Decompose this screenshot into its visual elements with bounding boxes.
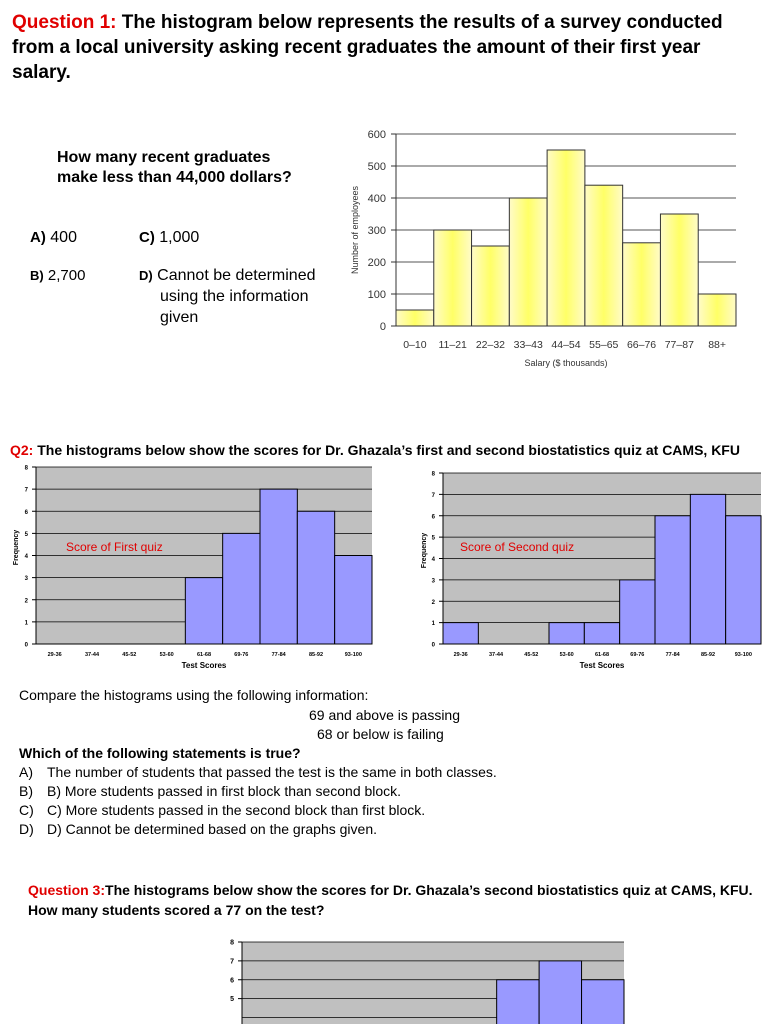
first-quiz-histogram [0, 462, 385, 684]
statement-b-text: B) More students passed in first block than second block. [47, 783, 402, 799]
x-axis-label: Test Scores [181, 661, 227, 670]
x-tick-label: 11–21 [438, 339, 467, 351]
x-tick-label: 22–32 [475, 339, 506, 351]
question-2-text: The histograms below show the scores for Dr. Ghazala’s first and second biostatistics quiz at CAMS, KFU [33, 442, 740, 458]
x-tick-label: 29-36 [47, 652, 62, 658]
x-tick-label: 85-92 [700, 652, 716, 658]
option-d-text-2: using the information [160, 288, 309, 305]
x-tick-label: 44–54 [551, 339, 581, 351]
passing-rule: 69 and above is passing [309, 707, 460, 723]
x-tick-label: 53-60 [159, 652, 174, 658]
score-bar [443, 623, 478, 644]
x-axis-label: Test Scores [579, 661, 625, 670]
x-tick-label: 93-100 [344, 652, 362, 658]
y-tick-label: 7 [431, 492, 435, 499]
question-2-prompt: Which of the following statements is true? [19, 745, 301, 761]
salary-bar [698, 294, 736, 326]
y-axis-label: Frequency [13, 529, 20, 566]
option-a[interactable] [30, 227, 77, 248]
option-a-letter: A) [30, 229, 46, 246]
score-bar [690, 494, 725, 644]
score-bar [620, 580, 655, 644]
y-tick-label: 4 [431, 557, 435, 563]
y-tick-label: 400 [367, 193, 386, 205]
x-tick-label: 53-60 [559, 652, 574, 658]
score-bar [260, 489, 297, 644]
statement-c-text: C) More students passed in the second block than first block. [47, 802, 426, 818]
x-tick-label: 69-76 [630, 652, 645, 658]
chart-title: Score of First quiz [66, 540, 163, 554]
y-tick-label: 0 [431, 642, 435, 649]
y-tick-label: 100 [367, 289, 386, 301]
y-tick-label: 6 [230, 977, 234, 985]
x-axis-label: Salary ($ thousands) [524, 358, 608, 368]
salary-bar [472, 246, 510, 326]
option-d-text-1: Cannot be determined [152, 267, 316, 284]
y-tick-label: 3 [431, 578, 435, 585]
salary-histogram [340, 120, 760, 380]
question-1-text: The histogram below represents the results of a survey conducted from a local university asking recent graduates the amount of their first year salary. [12, 12, 723, 83]
x-tick-label: 55–65 [589, 339, 619, 351]
statement-list [19, 763, 497, 839]
y-tick-label: 300 [367, 225, 386, 237]
failing-rule: 68 or below is failing [317, 726, 444, 742]
salary-bar [585, 185, 623, 326]
statement-c[interactable] [19, 801, 497, 820]
score-bar [726, 516, 761, 644]
y-axis-label: Frequency [421, 532, 428, 569]
y-tick-label: 600 [367, 129, 386, 141]
score-bar [185, 578, 222, 644]
statement-a-letter: A) [19, 764, 33, 780]
salary-bar [660, 214, 698, 326]
option-c-letter: C) [139, 229, 155, 246]
prompt-line-2: make less than 44,000 dollars? [57, 169, 292, 186]
question-1-prompt [57, 148, 337, 188]
question-1-heading [12, 10, 760, 85]
score-bar [497, 980, 539, 1024]
x-tick-label: 0–10 [403, 339, 427, 351]
x-tick-label: 37-44 [488, 652, 504, 658]
x-tick-label: 45-52 [122, 652, 137, 658]
score-bar [539, 961, 581, 1024]
x-tick-label: 93-100 [734, 652, 752, 658]
statement-b[interactable] [19, 782, 497, 801]
x-tick-label: 77-84 [271, 652, 286, 658]
option-b[interactable] [30, 265, 85, 286]
chart-title: Score of Second quiz [460, 540, 575, 554]
y-tick-label: 6 [431, 514, 435, 521]
y-tick-label: 5 [230, 996, 234, 1004]
y-tick-label: 8 [24, 465, 28, 472]
x-tick-label: 85-92 [308, 652, 324, 658]
question-2-label: Q2: [10, 442, 34, 458]
y-tick-label: 1 [24, 620, 28, 627]
x-tick-label: 29-36 [453, 652, 468, 658]
y-tick-label: 6 [24, 509, 28, 516]
y-tick-label: 2 [431, 599, 435, 606]
option-c-text: 1,000 [154, 229, 200, 246]
y-tick-label: 8 [431, 471, 435, 478]
statement-a[interactable] [19, 763, 497, 782]
statement-d[interactable] [19, 820, 497, 839]
x-tick-label: 37-44 [84, 652, 100, 658]
x-tick-label: 88+ [708, 339, 727, 351]
score-bar [335, 556, 372, 645]
y-tick-label: 0 [379, 321, 386, 333]
question-3-heading [28, 880, 758, 920]
salary-bar [434, 230, 472, 326]
y-tick-label: 8 [230, 939, 234, 947]
y-axis-label: Number of employees [350, 185, 360, 275]
salary-bar [396, 310, 434, 326]
score-bar [549, 623, 584, 644]
option-a-text: 400 [45, 229, 77, 246]
x-tick-label: 69-76 [234, 652, 249, 658]
option-b-text: 2,700 [43, 267, 86, 284]
prompt-line-1: How many recent graduates [57, 149, 271, 166]
score-bar [584, 623, 619, 644]
x-tick-label: 61-68 [196, 652, 212, 658]
y-tick-label: 200 [367, 257, 386, 269]
statement-a-text: The number of students that passed the test is the same in both classes. [47, 764, 497, 780]
y-tick-label: 5 [24, 531, 28, 538]
y-tick-label: 2 [24, 598, 28, 605]
x-tick-label: 33–43 [513, 339, 543, 351]
score-bar [582, 980, 624, 1024]
score-bar [655, 516, 690, 644]
question-2-heading [10, 442, 740, 458]
statement-c-letter: C) [19, 802, 34, 818]
statement-b-letter: B) [19, 783, 33, 799]
question-1-label: Question 1: [12, 12, 117, 33]
option-d-letter: D) [139, 268, 153, 283]
option-d-text-3: given [160, 309, 199, 326]
salary-bar [509, 198, 547, 326]
y-tick-label: 500 [367, 161, 386, 173]
y-tick-label: 7 [24, 487, 28, 494]
y-tick-label: 4 [24, 554, 28, 560]
option-d[interactable] [139, 265, 316, 328]
y-tick-label: 1 [431, 621, 435, 628]
second-quiz-histogram [412, 468, 768, 684]
x-tick-label: 66–76 [626, 339, 657, 351]
y-tick-label: 7 [230, 958, 234, 966]
x-tick-label: 77-84 [665, 652, 680, 658]
x-tick-label: 45-52 [524, 652, 539, 658]
y-tick-label: 5 [431, 535, 435, 542]
statement-d-text: D) Cannot be determined based on the graphs given. [47, 821, 377, 837]
statement-d-letter: D) [19, 821, 34, 837]
question-3-label: Question 3: [28, 882, 106, 898]
third-quiz-histogram [210, 935, 630, 1024]
salary-bar [547, 150, 585, 326]
option-b-letter: B) [30, 268, 44, 283]
option-c[interactable] [139, 227, 199, 248]
compare-instruction: Compare the histograms using the following information: [19, 687, 369, 703]
x-tick-label: 77–87 [664, 339, 694, 351]
salary-bar [623, 243, 661, 326]
y-tick-label: 0 [24, 642, 28, 649]
score-bar [223, 533, 260, 644]
y-tick-label: 3 [24, 576, 28, 583]
score-bar [297, 511, 334, 644]
question-3-text: The histograms below show the scores for Dr. Ghazala’s second biostatistics quiz at CAMS, KFU. How many students scored a 77 on the test? [28, 882, 753, 918]
x-tick-label: 61-68 [594, 652, 610, 658]
